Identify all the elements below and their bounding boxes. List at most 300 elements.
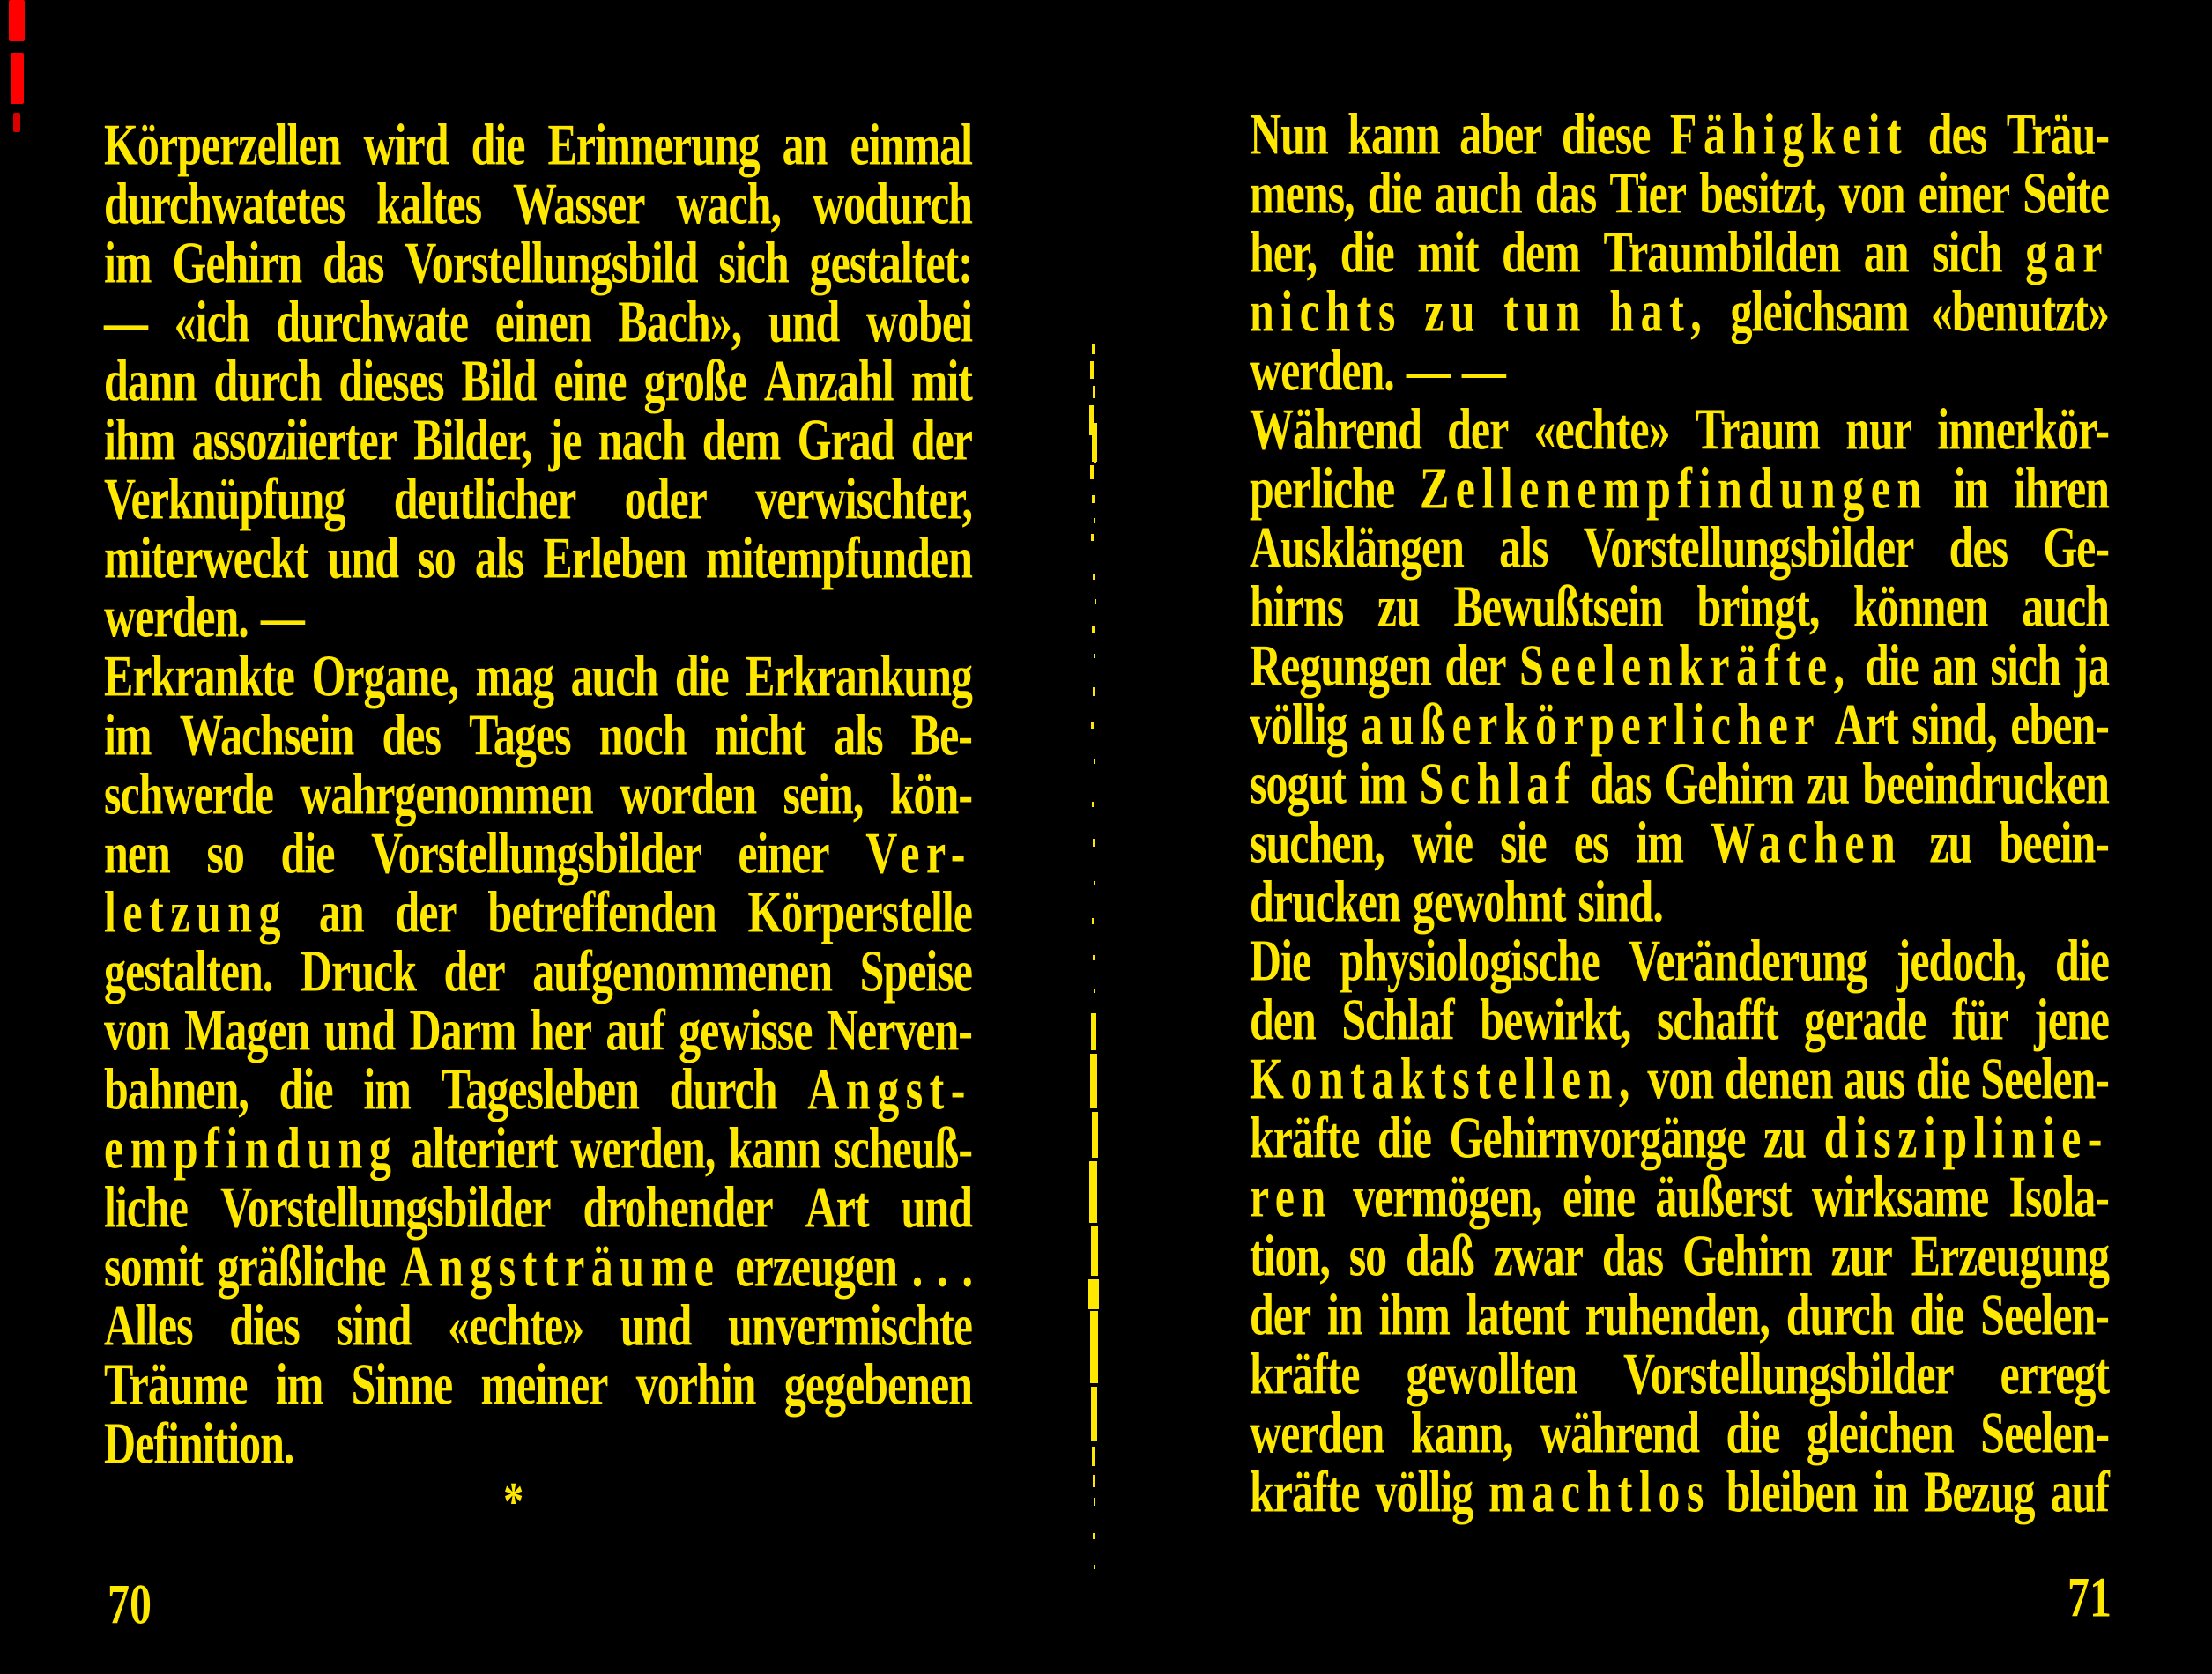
word: betreffenden: [487, 878, 716, 945]
word: dieses: [338, 346, 444, 414]
letterspaced-word: Seelenkräfte,: [1518, 631, 1852, 699]
word: Körperstelle: [747, 878, 972, 945]
word: daß: [1406, 1221, 1474, 1289]
word: einen: [494, 287, 591, 355]
word: Druck: [300, 937, 416, 1004]
word: mag: [475, 641, 554, 709]
word: an: [1863, 218, 1909, 285]
word: so: [1348, 1221, 1387, 1289]
word: gerade: [1803, 985, 1926, 1053]
word: einer: [738, 818, 829, 886]
text-line: [104, 996, 972, 1063]
word: nur: [1845, 395, 1912, 463]
word: perliche: [1250, 454, 1395, 522]
word: vermögen,: [1353, 1162, 1542, 1230]
word: auf: [2050, 1457, 2109, 1525]
word: dann: [104, 346, 197, 414]
word: Definition.: [104, 1409, 294, 1477]
word: Erkrankte: [104, 641, 294, 709]
word: —: [1461, 336, 1505, 404]
word: im: [275, 1350, 323, 1418]
word: Be-: [910, 700, 972, 768]
word: kräfte: [1250, 1339, 1360, 1407]
word: wobei: [866, 287, 972, 355]
text-line: [1250, 572, 2109, 640]
word: gestalten.: [104, 937, 273, 1004]
letterspaced-word: tun: [1503, 277, 1588, 344]
word: Organe,: [311, 641, 459, 709]
word: sind.: [1577, 867, 1663, 935]
word: des: [382, 700, 441, 768]
word: Grad: [797, 405, 894, 473]
word: .: [937, 1232, 947, 1300]
word: und: [323, 996, 396, 1063]
word: bewirkt,: [1480, 985, 1631, 1053]
text-line: [1250, 218, 2109, 285]
word: werden.: [104, 582, 249, 650]
word: die: [674, 641, 729, 709]
text-line: [104, 1173, 972, 1241]
word: Erzeugung: [1911, 1221, 2109, 1289]
text-line: [104, 700, 972, 768]
word: Seelen-: [1980, 1398, 2109, 1466]
word: und: [327, 523, 399, 591]
word: .: [961, 1232, 972, 1300]
word: die: [1915, 1044, 1970, 1112]
word: Anzahl: [763, 346, 894, 414]
word: ihm: [1378, 1280, 1450, 1348]
text-line: [104, 878, 972, 945]
text-line: [104, 582, 972, 650]
word: Traumbilden: [1603, 218, 1841, 285]
text-line: [104, 818, 972, 886]
word: verwischter,: [755, 464, 972, 532]
word: werden,: [570, 1114, 716, 1181]
text-line: [1250, 100, 2109, 167]
word: Während: [1250, 395, 1421, 463]
word: latent: [1466, 1280, 1569, 1348]
word: Bewußtsein: [1453, 572, 1663, 640]
gutter-artifact: [1080, 335, 1107, 1595]
letterspaced-word: ren: [1250, 1162, 1332, 1230]
text-line: [104, 110, 972, 178]
word: eine: [1563, 1162, 1636, 1230]
word: Tagesleben: [441, 1055, 639, 1122]
word: so: [418, 523, 456, 591]
word: können: [1853, 572, 1988, 640]
word: durch: [213, 346, 322, 414]
letterspaced-word: Ver-: [865, 818, 972, 886]
text-line: [104, 346, 972, 414]
word: innerkör-: [1937, 395, 2109, 463]
word: Bezug: [1923, 1457, 2035, 1525]
word: die: [1726, 1398, 1780, 1466]
word: Erinnerung: [547, 110, 760, 178]
text-line: [1250, 454, 2109, 522]
word: es: [1573, 808, 1609, 876]
word: Vorstellungsbilder: [219, 1173, 551, 1241]
text-line: [1250, 1221, 2109, 1289]
word: nach: [598, 405, 686, 473]
word: noch: [598, 700, 687, 768]
word: dem: [701, 405, 781, 473]
word: Darm: [409, 996, 516, 1063]
word: aufgenommenen: [532, 937, 833, 1004]
word: durch: [669, 1055, 777, 1122]
text-line: [1250, 926, 2109, 994]
word: sind: [336, 1291, 412, 1359]
text-line: [1250, 690, 2109, 758]
word: Nerven-: [826, 996, 972, 1063]
red-scan-artifact: [9, 0, 25, 41]
word: zwar: [1493, 1221, 1583, 1289]
word: ihm: [104, 405, 175, 473]
text-line: [1250, 1457, 2109, 1525]
word: auch: [1434, 159, 1522, 226]
text-line: [1250, 1339, 2109, 1407]
word: diese: [1561, 100, 1651, 167]
letterspaced-word: disziplinie-: [1823, 1103, 2109, 1171]
word: zu: [1807, 749, 1850, 817]
word: kaltes: [376, 169, 482, 237]
word: die: [1367, 159, 1421, 226]
word: drohender: [583, 1173, 773, 1241]
word: zu: [1763, 1103, 1807, 1171]
word: Bilder,: [413, 405, 532, 473]
word: erzeugen: [735, 1232, 897, 1300]
word: die: [1340, 218, 1394, 285]
word: die: [1864, 631, 1919, 699]
word: der: [1250, 1280, 1311, 1348]
word: oder: [624, 464, 707, 532]
word: Gehirn: [1664, 749, 1794, 817]
text-line: [104, 1350, 972, 1418]
letterspaced-word: Fähigkeit: [1669, 100, 1909, 167]
word: so: [206, 818, 244, 886]
word: eine: [553, 346, 627, 414]
page-70-text: [104, 110, 972, 1531]
letterspaced-word: machtlos: [1488, 1457, 1711, 1525]
word: Magen: [184, 996, 310, 1063]
letterspaced-word: Angst-: [807, 1055, 972, 1122]
word: «echte»: [1533, 395, 1670, 463]
word: worden: [620, 759, 757, 827]
word: an: [782, 110, 828, 178]
text-line: [104, 1114, 972, 1181]
page-70: [104, 110, 972, 1531]
word: —: [1406, 336, 1450, 404]
text-line: [1250, 1280, 2109, 1348]
text-line: [104, 405, 972, 473]
word: ja: [2074, 631, 2109, 699]
word: Regungen: [1250, 631, 1431, 699]
word: an: [1932, 631, 1978, 699]
page-number-71: 71: [2067, 1565, 2112, 1629]
word: das: [1534, 159, 1597, 226]
word: miterweckt: [104, 523, 308, 591]
word: große: [643, 346, 746, 414]
word: mens,: [1250, 159, 1355, 226]
word: je: [548, 405, 582, 473]
word: sich: [1990, 631, 2060, 699]
word: nicht: [714, 700, 806, 768]
word: im: [1636, 808, 1683, 876]
word: sich: [1932, 218, 2002, 285]
word: Ausklängen: [1250, 513, 1464, 581]
word: die: [471, 110, 525, 178]
word: «benutzt»: [1930, 277, 2109, 344]
word: —: [260, 582, 304, 650]
text-line: [1250, 336, 2109, 404]
word: das: [323, 228, 384, 296]
word: werden.: [1250, 336, 1394, 404]
word: Veränderung: [1628, 926, 1867, 994]
word: her: [530, 996, 591, 1063]
text-line: [1250, 1398, 2109, 1466]
word: dem: [1502, 218, 1580, 285]
word: an: [318, 878, 364, 945]
text-line: [1250, 513, 2109, 581]
word: erregt: [2000, 1339, 2109, 1407]
word: kräfte: [1250, 1457, 1360, 1525]
text-line: [1250, 808, 2109, 876]
word: in: [1953, 454, 1989, 522]
word: Wachsein: [179, 700, 354, 768]
word: scheuß-: [834, 1114, 972, 1181]
word: besitzt,: [1699, 159, 1826, 226]
word: Alles: [104, 1291, 193, 1359]
word: Seite: [2023, 159, 2109, 226]
word: gleichsam: [1730, 277, 1909, 344]
word: die: [278, 1055, 333, 1122]
word: die: [1377, 1103, 1431, 1171]
word: —: [104, 287, 147, 355]
word: Erleben: [543, 523, 687, 591]
red-scan-artifact: [11, 53, 24, 104]
word: einer: [1918, 159, 2010, 226]
text-line: [1250, 985, 2109, 1053]
word: mit: [1417, 218, 1479, 285]
word: drucken: [1250, 867, 1400, 935]
word: aus: [1844, 1044, 1905, 1112]
word: suchen,: [1250, 808, 1384, 876]
word: Sinne: [351, 1350, 453, 1418]
word: Art: [805, 1173, 869, 1241]
word: äußerst: [1655, 1162, 1792, 1230]
text-line: [1250, 867, 2109, 935]
word: im: [363, 1055, 411, 1122]
word: durchwatetes: [104, 169, 345, 237]
word: für: [1951, 985, 2008, 1053]
letterspaced-word: hat,: [1609, 277, 1709, 344]
text-line: [104, 937, 972, 1004]
word: des: [1948, 513, 2008, 581]
word: Erkrankung: [746, 641, 972, 709]
word: ruhenden,: [1585, 1280, 1770, 1348]
word: gegebenen: [783, 1350, 972, 1418]
word: der: [1447, 395, 1509, 463]
word: meiner: [480, 1350, 608, 1418]
word: gewollten: [1406, 1339, 1577, 1407]
text-line: [1250, 1162, 2109, 1230]
letterspaced-word: Zellenempfindungen: [1419, 454, 1928, 522]
word: wahrgenommen: [300, 759, 593, 827]
word: jene: [2034, 985, 2109, 1053]
text-line: [104, 1232, 972, 1300]
word: in: [1873, 1457, 1909, 1525]
word: als: [834, 700, 883, 768]
word: durch: [1785, 1280, 1894, 1348]
word: Gehirn: [172, 228, 302, 296]
letterspaced-word: Angstträume: [400, 1232, 721, 1300]
word: Körperzellen: [104, 110, 341, 178]
text-line: [104, 169, 972, 237]
word: dies: [229, 1291, 300, 1359]
word: gleichen: [1806, 1398, 1954, 1466]
word: während: [1540, 1398, 1700, 1466]
text-line: [104, 287, 972, 355]
word: wirksame: [1811, 1162, 1989, 1230]
letterspaced-word: nichts: [1250, 277, 1402, 344]
word: Seelen-: [1980, 1044, 2109, 1112]
word: Vorstellungsbilder: [371, 818, 701, 886]
page-71: [1250, 100, 2109, 1525]
word: gewisse: [679, 996, 813, 1063]
text-line: [104, 1291, 972, 1359]
word: Verknüpfung: [104, 464, 345, 532]
word: zu: [1929, 808, 1972, 876]
word: Gehirn: [1681, 1221, 1812, 1289]
word: alteriert: [411, 1114, 558, 1181]
word: in: [1327, 1280, 1362, 1348]
word: werden: [1250, 1398, 1384, 1466]
letterspaced-word: Kontaktstellen,: [1250, 1044, 1637, 1112]
word: kann: [728, 1114, 820, 1181]
word: des: [1927, 100, 1987, 167]
word: jedoch,: [1896, 926, 2026, 994]
word: physiologische: [1340, 926, 1600, 994]
word: Ge-: [2043, 513, 2109, 581]
word: sogut: [1250, 749, 1346, 817]
word: die: [2055, 926, 2109, 994]
word: die: [1910, 1280, 1964, 1348]
word: «echte»: [448, 1291, 584, 1359]
word: sind,: [1911, 690, 1997, 758]
letterspaced-word: empfindung: [104, 1114, 398, 1181]
word: und: [901, 1173, 972, 1241]
text-line: [104, 1409, 972, 1477]
section-break-asterisk: *: [503, 1470, 524, 1531]
word: beeindrucken: [1862, 749, 2109, 817]
word: der: [1444, 631, 1506, 699]
word: deutlicher: [393, 464, 576, 532]
word: eben-: [2010, 690, 2109, 758]
word: denen: [1724, 1044, 1833, 1112]
word: her,: [1250, 218, 1318, 285]
word: den: [1250, 985, 1316, 1053]
text-line: [104, 464, 972, 532]
word: von: [1647, 1044, 1714, 1112]
word: «ich: [174, 287, 249, 355]
word: Träu-: [2006, 100, 2109, 167]
letterspaced-word: Wachen: [1711, 808, 1903, 876]
word: sein,: [783, 759, 864, 827]
word: nen: [104, 818, 170, 886]
letterspaced-word: letzung: [104, 878, 288, 945]
text-line: [104, 228, 972, 296]
letterspaced-word: zu: [1424, 277, 1482, 344]
text-line: [1250, 395, 2109, 463]
word: Isola-: [2008, 1162, 2109, 1230]
word: im: [1358, 749, 1407, 817]
word: gewohnt: [1412, 867, 1566, 935]
word: Vorstellungsbilder: [1583, 513, 1914, 581]
word: bleiben: [1726, 1457, 1858, 1525]
word: schwerde: [104, 759, 273, 827]
word: zu: [1377, 572, 1420, 640]
word: von: [104, 996, 170, 1063]
word: bringt,: [1696, 572, 1820, 640]
word: zur: [1830, 1221, 1892, 1289]
word: sich: [718, 228, 789, 296]
word: kön-: [889, 759, 972, 827]
word: Art: [1834, 690, 1898, 758]
text-line: [1250, 749, 2109, 817]
text-line: [1250, 1103, 2109, 1171]
word: .: [911, 1232, 923, 1300]
word: Nun: [1250, 100, 1328, 167]
word: Bach»,: [618, 287, 742, 355]
word: unvermischte: [728, 1291, 972, 1359]
word: Die: [1250, 926, 1311, 994]
word: auch: [2022, 572, 2109, 640]
word: die: [280, 818, 335, 886]
word: der: [443, 937, 505, 1004]
word: und: [768, 287, 840, 355]
word: das: [1601, 1221, 1664, 1289]
word: völlig: [1375, 1457, 1473, 1525]
text-line: [1250, 1044, 2109, 1112]
text-line: [104, 523, 972, 591]
word: kann: [1347, 100, 1440, 167]
letterspaced-word: Schlaf: [1419, 749, 1577, 817]
word: der: [395, 878, 457, 945]
word: liche: [104, 1173, 188, 1241]
word: Träume: [104, 1350, 248, 1418]
letterspaced-word: außerkörperlicher: [1361, 690, 1822, 758]
word: Schlaf: [1341, 985, 1454, 1053]
red-scan-artifact: [13, 113, 20, 132]
letterspaced-word: gar: [2025, 218, 2109, 285]
word: Wasser: [512, 169, 645, 237]
word: schafft: [1656, 985, 1778, 1053]
word: aber: [1459, 100, 1542, 167]
page-71-text: [1250, 100, 2109, 1525]
word: durchwate: [276, 287, 469, 355]
word: Tages: [469, 700, 571, 768]
word: mitempfunden: [706, 523, 972, 591]
word: das: [1590, 749, 1652, 817]
word: der: [910, 405, 972, 473]
word: wodurch: [812, 169, 972, 237]
word: wird: [363, 110, 449, 178]
word: tion,: [1250, 1221, 1330, 1289]
text-line: [1250, 159, 2109, 226]
word: ihren: [2013, 454, 2109, 522]
word: hirns: [1250, 572, 1344, 640]
word: mit: [910, 346, 972, 414]
word: Vorstellungsbild: [405, 228, 698, 296]
